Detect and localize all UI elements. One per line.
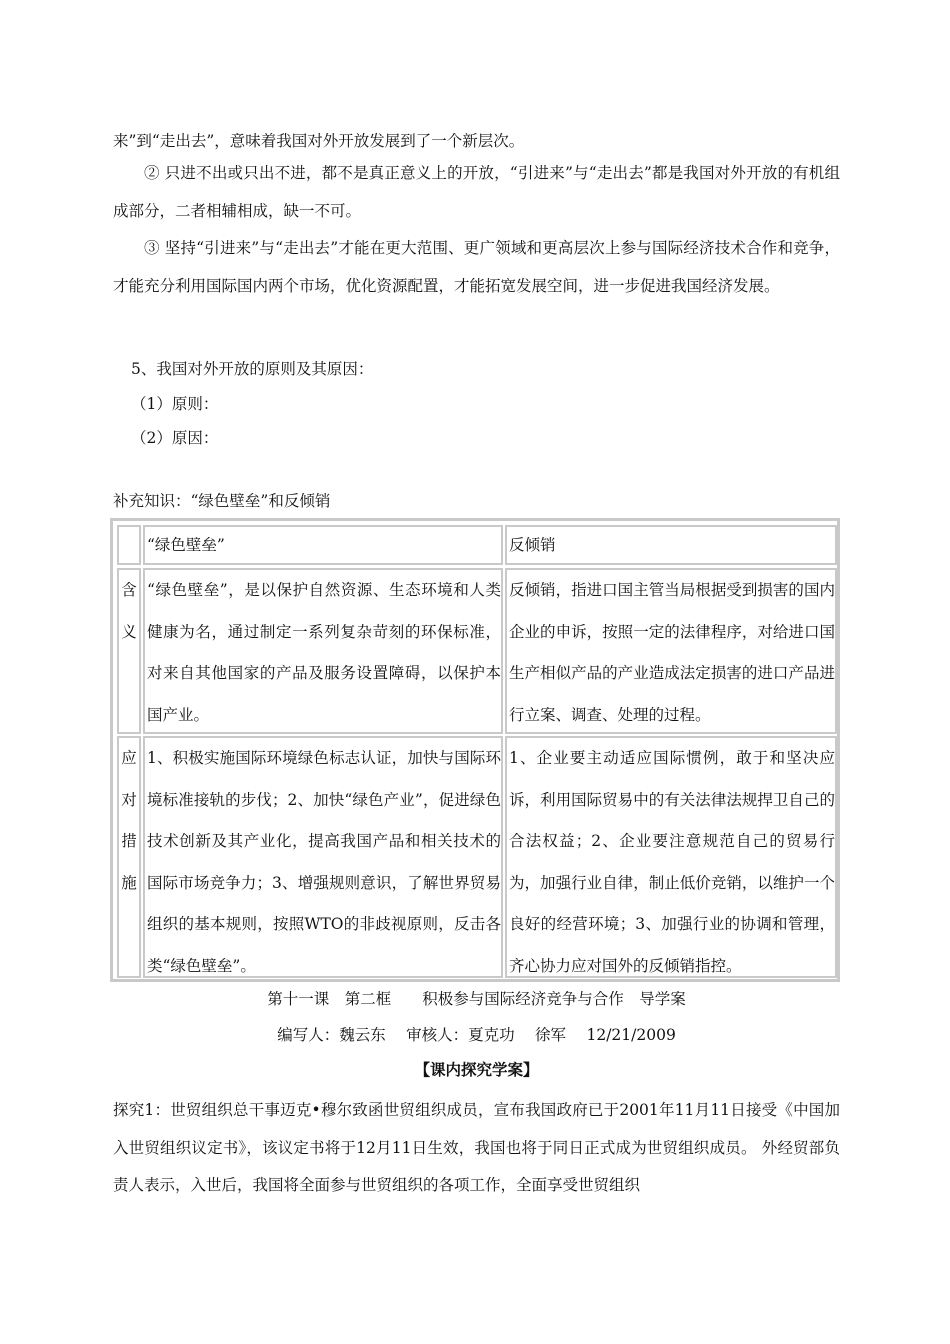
lesson-title: 第十一课 第二框 积极参与国际经济竞争与合作 导学案 [267,990,686,1008]
paragraph-continued: 来”到“走出去”，意味着我国对外开放发展到了一个新层次。 [113,132,525,150]
section-heading: 【课内探究学案】 [414,1060,539,1079]
heading-item-5: 5、我国对外开放的原则及其原因： [131,360,374,378]
comparison-table [110,518,840,982]
supplement-title: 补充知识：“绿色壁垒”和反倾销 [113,492,331,510]
item-5-reason: （2）原因： [131,429,219,447]
table-corner-cell [117,525,141,565]
paragraph-point-3: ③ 坚持“引进来”与“走出去”才能在更大范围、更广领域和更高层次上参与国际经济技术合作和竞争，才能充分利用国际国内两个市场，优化资源配置，才能拓宽发展空间，进一步促进我国经济发展。 [113,239,840,295]
table-header-anti-dumping: 反倾销 [505,525,837,565]
explore-1-paragraph: 探究1：世贸组织总干事迈克•穆尔致函世贸组织成员，宣布我国政府已于2001年11月11日接受《中国加入世贸组织议定书》，该议定书将于12月11日生效，我国也将于同日正式成为世贸组织成员。 外经贸部负责人表示，入世后，我国将全面参与世贸组织的各项工作，全面享受世贸组织 [113,1101,840,1194]
item-5-principle: （1）原则： [131,395,219,413]
paragraph-point-2: ② 只进不出或只出不进，都不是真正意义上的开放，“引进来”与“走出去”都是我国对外开放的有机组成部分，二者相辅相成，缺一不可。 [113,164,840,220]
table-cell-anti-dumping-measures: 1、企业要主动适应国际惯例，敢于和坚决应诉，利用国际贸易中的有关法律法规捍卫自己的合法权益；2、企业要注意规范自己的贸易行为，加强行业自律，制止低价竞销，以维护一个良好的经营环境；3、加强行业的协调和管理，齐心协力应对国外的反倾销指控。 [505,736,837,978]
table-row-label-meaning: 含义 [117,568,141,734]
table-cell-anti-dumping-meaning: 反倾销，指进口国主管当局根据受到损害的国内企业的申诉，按照一定的法律程序，对给进口国生产相似产品的产业造成法定损害的进口产品进行立案、调查、处理的过程。 [505,568,837,734]
table-row-label-measures: 应对措施 [117,736,141,978]
table-cell-green-barrier-measures: 1、积极实施国际环境绿色标志认证，加快与国际环境标准接轨的步伐；2、加快“绿色产业”，促进绿色技术创新及其产业化，提高我国产品和相关技术的国际市场竞争力；3、增强规则意识，了解世界贸易组织的基本规则，按照WTO的非歧视原则，反击各类“绿色壁垒”。 [143,736,503,978]
lesson-authors: 编写人：魏云东 审核人：夏克功 徐军 12/21/2009 [277,1026,676,1044]
table-header-green-barrier: “绿色壁垒” [143,525,503,565]
table-cell-green-barrier-meaning: “绿色壁垒”，是以保护自然资源、生态环境和人类健康为名，通过制定一系列复杂苛刻的环保标准，对来自其他国家的产品及服务设置障碍，以保护本国产业。 [143,568,503,734]
